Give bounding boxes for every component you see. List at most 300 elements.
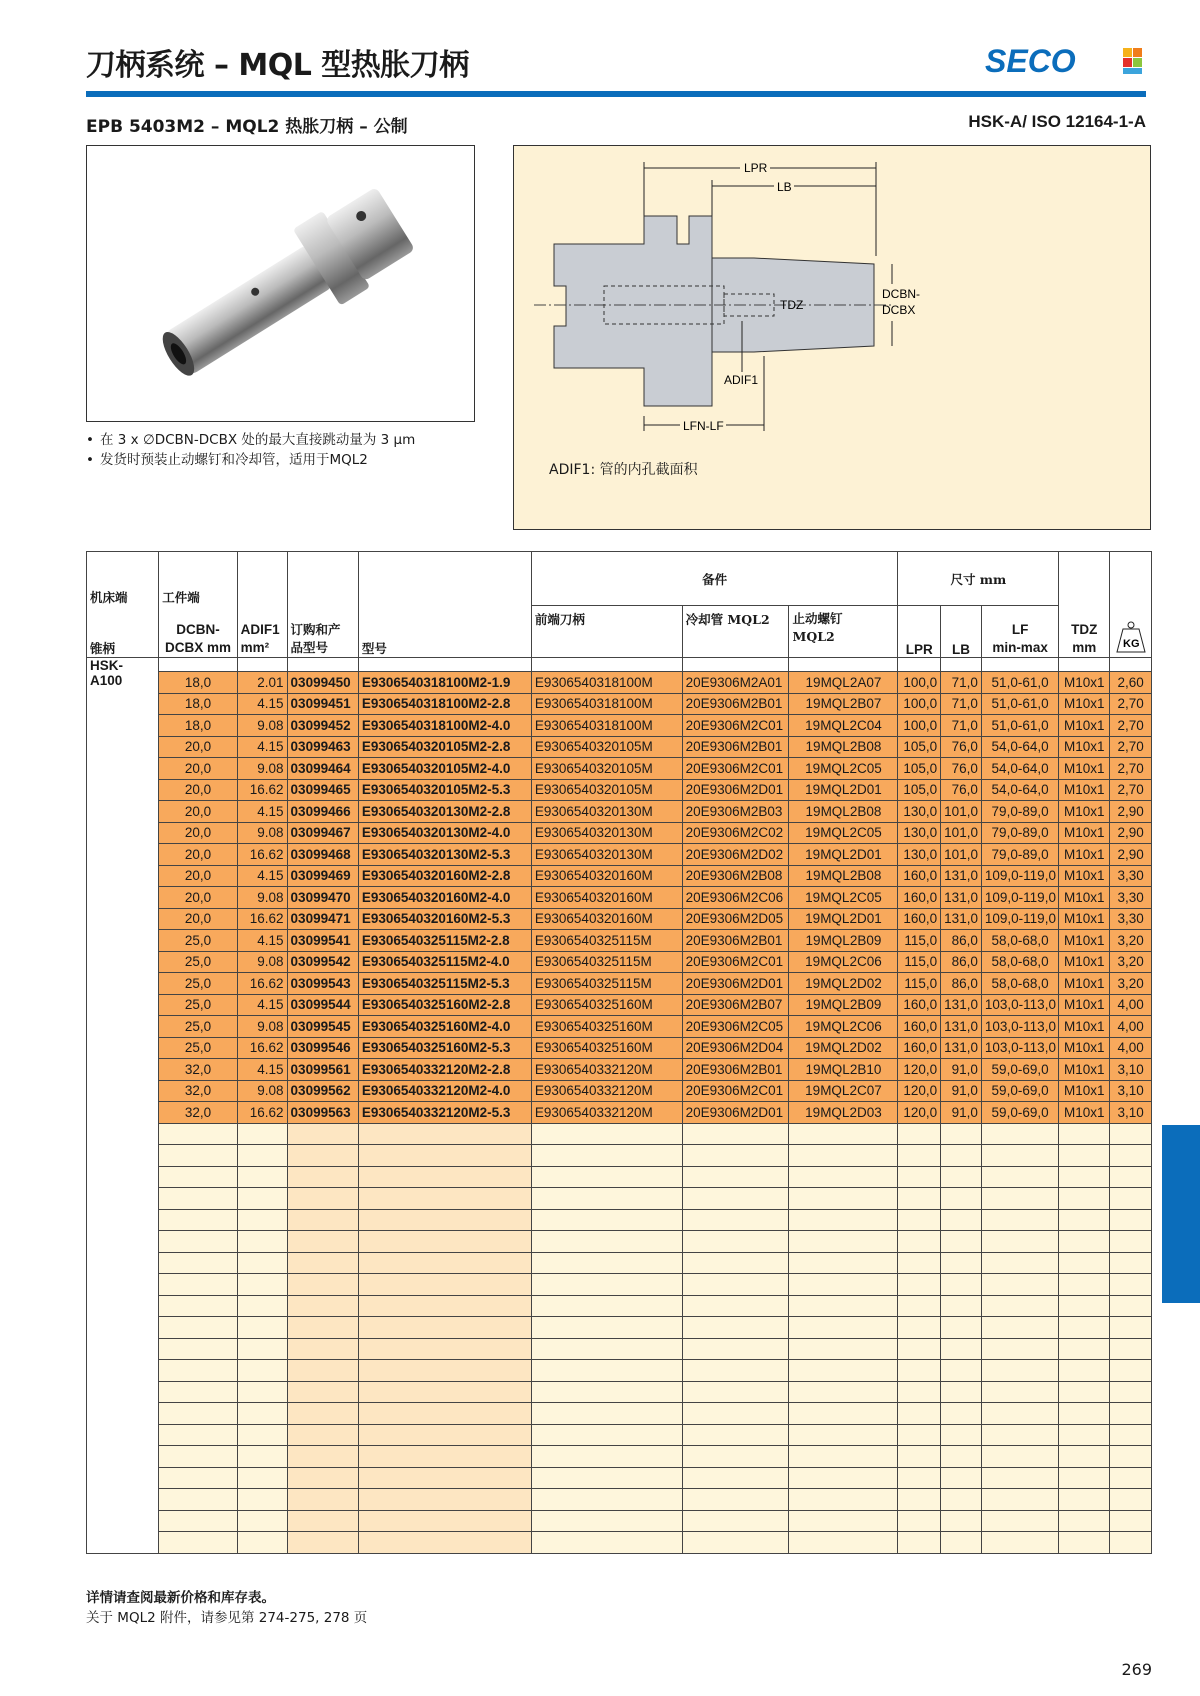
weight-cell: 2,60 xyxy=(1110,672,1152,694)
table-row xyxy=(87,887,1152,909)
order-code-cell: 03099542 xyxy=(287,951,358,973)
stop-screw-cell: 19MQL2D01 xyxy=(789,844,898,866)
weight-cell: 4,00 xyxy=(1110,1016,1152,1038)
dcbn-cell: 25,0 xyxy=(159,951,237,973)
front-holder-cell: E9306540320105M xyxy=(531,758,682,780)
tdz-cell: M10x1 xyxy=(1059,930,1110,952)
order-code-cell: 03099469 xyxy=(287,865,358,887)
front-holder-cell: E9306540320105M xyxy=(531,779,682,801)
adif1-cell: 16.62 xyxy=(237,844,287,866)
type-cell: E9306540318100M2-2.8 xyxy=(358,693,531,715)
lf-cell: 59,0-69,0 xyxy=(981,1059,1058,1081)
dcbn-cell: 20,0 xyxy=(159,736,237,758)
lf-cell: 109,0-119,0 xyxy=(981,908,1058,930)
front-holder-cell: E9306540332120M xyxy=(531,1080,682,1102)
front-holder-cell: E9306540320160M xyxy=(531,887,682,909)
front-holder-cell: E9306540325160M xyxy=(531,1037,682,1059)
footer-notes xyxy=(86,1588,367,1628)
table-row xyxy=(87,736,1152,758)
empty-row xyxy=(87,1381,1152,1403)
adif1-cell: 9.08 xyxy=(237,951,287,973)
dcbn-cell: 25,0 xyxy=(159,1016,237,1038)
empty-row xyxy=(87,1188,1152,1210)
dcbn-cell: 32,0 xyxy=(159,1102,237,1124)
weight-cell: 2,90 xyxy=(1110,844,1152,866)
lb-cell: 76,0 xyxy=(941,736,982,758)
weight-cell: 2,90 xyxy=(1110,822,1152,844)
order-code-cell: 03099562 xyxy=(287,1080,358,1102)
order-code-cell: 03099463 xyxy=(287,736,358,758)
lpr-cell: 115,0 xyxy=(898,951,941,973)
lb-cell: 91,0 xyxy=(941,1059,982,1081)
type-cell: E9306540320105M2-5.3 xyxy=(358,779,531,801)
lb-cell: 131,0 xyxy=(941,908,982,930)
table-row xyxy=(87,1037,1152,1059)
adif1-cell: 4.15 xyxy=(237,865,287,887)
lb-cell: 86,0 xyxy=(941,973,982,995)
adif1-label: ADIF1 xyxy=(724,373,759,387)
header-rule xyxy=(86,91,1146,97)
dcbn-cell: 18,0 xyxy=(159,715,237,737)
empty-row xyxy=(87,1338,1152,1360)
page-number: 269 xyxy=(1121,1660,1152,1679)
coolant-tube-cell: 20E9306M2B01 xyxy=(682,1059,789,1081)
dcbn-cell: 20,0 xyxy=(159,844,237,866)
front-holder-cell: E9306540325160M xyxy=(531,994,682,1016)
lf-header: LF min-max xyxy=(981,606,1058,658)
dcbn-cell: 32,0 xyxy=(159,1080,237,1102)
type-cell: E9306540320160M2-5.3 xyxy=(358,908,531,930)
table-row xyxy=(87,1102,1152,1124)
stop-screw-cell: 19MQL2B09 xyxy=(789,994,898,1016)
order-code-cell: 03099465 xyxy=(287,779,358,801)
order-code-cell: 03099452 xyxy=(287,715,358,737)
lpr-cell: 105,0 xyxy=(898,758,941,780)
coolant-tube-cell: 20E9306M2D04 xyxy=(682,1037,789,1059)
empty-row xyxy=(87,1360,1152,1382)
front-holder-cell: E9306540318100M xyxy=(531,715,682,737)
table-row xyxy=(87,779,1152,801)
type-cell: E9306540325160M2-2.8 xyxy=(358,994,531,1016)
adif1-note: ADIF1: 管的内孔截面积 xyxy=(549,462,698,478)
lf-cell: 59,0-69,0 xyxy=(981,1080,1058,1102)
product-subtitle: EPB 5403M2 – MQL2 热胀刀柄 – 公制 xyxy=(86,117,408,137)
coolant-header: 冷却管 MQL2 xyxy=(682,606,789,658)
front-holder-cell: E9306540332120M xyxy=(531,1059,682,1081)
coolant-tube-cell: 20E9306M2C01 xyxy=(682,951,789,973)
lpr-cell: 130,0 xyxy=(898,801,941,823)
coolant-tube-cell: 20E9306M2D01 xyxy=(682,973,789,995)
lb-header: LB xyxy=(941,606,982,658)
dcbn-cell: 32,0 xyxy=(159,1059,237,1081)
stop-screw-header: 止动螺钉 MQL2 xyxy=(789,606,898,658)
empty-row xyxy=(87,1145,1152,1167)
lpr-cell: 115,0 xyxy=(898,973,941,995)
coolant-tube-cell: 20E9306M2D01 xyxy=(682,779,789,801)
seco-logo xyxy=(985,44,1145,78)
type-cell: E9306540318100M2-4.0 xyxy=(358,715,531,737)
lf-cell: 103,0-113,0 xyxy=(981,994,1058,1016)
stop-screw-cell: 19MQL2D01 xyxy=(789,779,898,801)
lb-cell: 131,0 xyxy=(941,887,982,909)
lfn-label: LFN-LF xyxy=(683,419,724,433)
note-item: • 发货时预装止动螺钉和冷却管，适用于MQL2 xyxy=(86,450,415,470)
lpr-cell: 120,0 xyxy=(898,1102,941,1124)
footer-line: 关于 MQL2 附件，请参见第 274-275, 278 页 xyxy=(86,1610,368,1626)
order-code-cell: 03099470 xyxy=(287,887,358,909)
dcbn-cell: 18,0 xyxy=(159,672,237,694)
adif1-cell: 4.15 xyxy=(237,930,287,952)
weight-cell: 3,20 xyxy=(1110,951,1152,973)
technical-drawing xyxy=(513,145,1151,530)
spares-header: 备件 xyxy=(531,552,898,606)
table-row xyxy=(87,1080,1152,1102)
coolant-tube-cell: 20E9306M2C02 xyxy=(682,822,789,844)
empty-row xyxy=(87,1252,1152,1274)
adif1-cell: 9.08 xyxy=(237,1016,287,1038)
front-holder-cell: E9306540320130M xyxy=(531,822,682,844)
product-table-container xyxy=(86,551,1152,1554)
table-row xyxy=(87,801,1152,823)
lb-cell: 131,0 xyxy=(941,865,982,887)
weight-cell: 3,10 xyxy=(1110,1059,1152,1081)
dcbn-cell: 25,0 xyxy=(159,973,237,995)
lb-cell: 86,0 xyxy=(941,951,982,973)
lpr-cell: 100,0 xyxy=(898,672,941,694)
lf-cell: 54,0-64,0 xyxy=(981,758,1058,780)
lf-cell: 103,0-113,0 xyxy=(981,1016,1058,1038)
stop-screw-cell: 19MQL2A07 xyxy=(789,672,898,694)
front-holder-cell: E9306540325115M xyxy=(531,951,682,973)
type-cell: E9306540320130M2-4.0 xyxy=(358,822,531,844)
front-holder-cell: E9306540325115M xyxy=(531,973,682,995)
adif1-cell: 16.62 xyxy=(237,1102,287,1124)
front-holder-cell: E9306540325160M xyxy=(531,1016,682,1038)
machine-side-header: 机床端 xyxy=(87,552,159,606)
lf-cell: 54,0-64,0 xyxy=(981,779,1058,801)
adif1-cell: 4.15 xyxy=(237,693,287,715)
stop-screw-cell: 19MQL2D02 xyxy=(789,973,898,995)
lpr-cell: 100,0 xyxy=(898,715,941,737)
lf-cell: 109,0-119,0 xyxy=(981,865,1058,887)
tdz-cell: M10x1 xyxy=(1059,844,1110,866)
tdz-cell: M10x1 xyxy=(1059,1016,1110,1038)
adif1-cell: 4.15 xyxy=(237,801,287,823)
lpr-cell: 105,0 xyxy=(898,736,941,758)
weight-cell: 2,70 xyxy=(1110,758,1152,780)
lb-cell: 131,0 xyxy=(941,1037,982,1059)
order-code-cell: 03099451 xyxy=(287,693,358,715)
product-table xyxy=(86,551,1152,1554)
coolant-tube-cell: 20E9306M2B07 xyxy=(682,994,789,1016)
order-code-cell: 03099466 xyxy=(287,801,358,823)
footer-line: 详情请查阅最新价格和库存表。 xyxy=(86,1590,275,1606)
type-cell: E9306540320160M2-4.0 xyxy=(358,887,531,909)
tdz-cell: M10x1 xyxy=(1059,822,1110,844)
weight-icon xyxy=(1116,620,1146,654)
tdz-label: TDZ xyxy=(780,298,804,312)
order-code-cell: 03099563 xyxy=(287,1102,358,1124)
table-row xyxy=(87,930,1152,952)
table-row xyxy=(87,715,1152,737)
front-holder-cell: E9306540325115M xyxy=(531,930,682,952)
adif1-cell: 16.62 xyxy=(237,779,287,801)
dcbn-cell: 20,0 xyxy=(159,865,237,887)
dcbn-cell: 20,0 xyxy=(159,822,237,844)
type-cell: E9306540325160M2-5.3 xyxy=(358,1037,531,1059)
adif1-cell: 16.62 xyxy=(237,973,287,995)
type-cell: E9306540332120M2-5.3 xyxy=(358,1102,531,1124)
lb-cell: 86,0 xyxy=(941,930,982,952)
tdz-cell: M10x1 xyxy=(1059,779,1110,801)
coolant-tube-cell: 20E9306M2C01 xyxy=(682,715,789,737)
order-code-cell: 03099467 xyxy=(287,822,358,844)
table-row xyxy=(87,951,1152,973)
adif1-cell: 4.15 xyxy=(237,994,287,1016)
adif1-cell: 9.08 xyxy=(237,715,287,737)
front-holder-cell: E9306540320130M xyxy=(531,801,682,823)
empty-row xyxy=(87,1231,1152,1253)
adif1-cell: 9.08 xyxy=(237,822,287,844)
weight-cell: 4,00 xyxy=(1110,1037,1152,1059)
stop-screw-cell: 19MQL2B08 xyxy=(789,736,898,758)
table-row xyxy=(87,693,1152,715)
lb-cell: 101,0 xyxy=(941,801,982,823)
lpr-label: LPR xyxy=(744,161,768,175)
front-holder-cell: E9306540318100M xyxy=(531,693,682,715)
taper-header: 锥柄 xyxy=(87,606,159,658)
front-holder-cell: E9306540320160M xyxy=(531,865,682,887)
coolant-tube-cell: 20E9306M2D05 xyxy=(682,908,789,930)
lb-cell: 101,0 xyxy=(941,844,982,866)
stop-screw-cell: 19MQL2D01 xyxy=(789,908,898,930)
dcbn-cell: 20,0 xyxy=(159,801,237,823)
empty-row xyxy=(87,1274,1152,1296)
lpr-cell: 100,0 xyxy=(898,693,941,715)
lf-cell: 51,0-61,0 xyxy=(981,672,1058,694)
dcbn-header: DCBN- DCBX mm xyxy=(159,606,237,658)
lb-cell: 131,0 xyxy=(941,1016,982,1038)
order-code-cell: 03099471 xyxy=(287,908,358,930)
lpr-cell: 105,0 xyxy=(898,779,941,801)
coolant-tube-cell: 20E9306M2C01 xyxy=(682,1080,789,1102)
stop-screw-cell: 19MQL2D02 xyxy=(789,1037,898,1059)
tdz-cell: M10x1 xyxy=(1059,1059,1110,1081)
empty-row xyxy=(87,1209,1152,1231)
stop-screw-cell: 19MQL2B09 xyxy=(789,930,898,952)
coolant-tube-cell: 20E9306M2B08 xyxy=(682,865,789,887)
type-cell: E9306540332120M2-2.8 xyxy=(358,1059,531,1081)
type-cell: E9306540318100M2-1.9 xyxy=(358,672,531,694)
tdz-cell: M10x1 xyxy=(1059,736,1110,758)
lf-cell: 58,0-68,0 xyxy=(981,973,1058,995)
stop-screw-cell: 19MQL2C07 xyxy=(789,1080,898,1102)
notes-list xyxy=(86,430,415,470)
order-code-cell: 03099450 xyxy=(287,672,358,694)
empty-row xyxy=(87,1467,1152,1489)
lf-cell: 51,0-61,0 xyxy=(981,693,1058,715)
table-row xyxy=(87,994,1152,1016)
weight-cell: 2,70 xyxy=(1110,736,1152,758)
coolant-tube-cell: 20E9306M2C05 xyxy=(682,1016,789,1038)
lpr-cell: 115,0 xyxy=(898,930,941,952)
lpr-cell: 160,0 xyxy=(898,908,941,930)
lb-cell: 71,0 xyxy=(941,693,982,715)
lf-cell: 103,0-113,0 xyxy=(981,1037,1058,1059)
tdz-cell: M10x1 xyxy=(1059,715,1110,737)
type-cell: E9306540325115M2-4.0 xyxy=(358,951,531,973)
lpr-cell: 160,0 xyxy=(898,865,941,887)
adif1-cell: 9.08 xyxy=(237,1080,287,1102)
front-holder-cell: E9306540332120M xyxy=(531,1102,682,1124)
empty-row xyxy=(87,1123,1152,1145)
weight-cell: 2,70 xyxy=(1110,693,1152,715)
type-cell: E9306540325160M2-4.0 xyxy=(358,1016,531,1038)
tdz-cell: M10x1 xyxy=(1059,973,1110,995)
lb-cell: 71,0 xyxy=(941,672,982,694)
machine-taper-cell: HSK- A100 xyxy=(87,658,159,1554)
empty-row xyxy=(87,1489,1152,1511)
lf-cell: 54,0-64,0 xyxy=(981,736,1058,758)
type-cell: E9306540320130M2-5.3 xyxy=(358,844,531,866)
work-side-header: 工件端 xyxy=(159,552,237,606)
weight-cell: 3,30 xyxy=(1110,887,1152,909)
lpr-cell: 120,0 xyxy=(898,1059,941,1081)
stop-screw-cell: 19MQL2C05 xyxy=(789,822,898,844)
table-row xyxy=(87,1059,1152,1081)
stop-screw-cell: 19MQL2C06 xyxy=(789,951,898,973)
front-holder-cell: E9306540320160M xyxy=(531,908,682,930)
tdz-cell: M10x1 xyxy=(1059,1037,1110,1059)
order-code-cell: 03099543 xyxy=(287,973,358,995)
lpr-cell: 160,0 xyxy=(898,1016,941,1038)
spacer-row xyxy=(87,658,1152,672)
order-code-cell: 03099544 xyxy=(287,994,358,1016)
order-code-cell: 03099464 xyxy=(287,758,358,780)
table-row xyxy=(87,822,1152,844)
weight-cell: 3,20 xyxy=(1110,930,1152,952)
stop-screw-cell: 19MQL2B08 xyxy=(789,865,898,887)
stop-screw-cell: 19MQL2C04 xyxy=(789,715,898,737)
tdz-cell: M10x1 xyxy=(1059,672,1110,694)
lb-cell: 91,0 xyxy=(941,1102,982,1124)
lf-cell: 79,0-89,0 xyxy=(981,844,1058,866)
lpr-cell: 160,0 xyxy=(898,994,941,1016)
tdz-header: TDZ mm xyxy=(1059,606,1110,658)
type-cell: E9306540320105M2-2.8 xyxy=(358,736,531,758)
tdz-cell: M10x1 xyxy=(1059,908,1110,930)
table-row xyxy=(87,1016,1152,1038)
table-row xyxy=(87,973,1152,995)
weight-cell: 4,00 xyxy=(1110,994,1152,1016)
type-cell: E9306540332120M2-4.0 xyxy=(358,1080,531,1102)
front-holder-cell: E9306540320130M xyxy=(531,844,682,866)
adif1-cell: 9.08 xyxy=(237,887,287,909)
empty-row xyxy=(87,1424,1152,1446)
dcbn-cell: 25,0 xyxy=(159,1037,237,1059)
type-header: 型号 xyxy=(358,606,531,658)
dcbn-cell: 25,0 xyxy=(159,930,237,952)
adif1-cell: 4.15 xyxy=(237,736,287,758)
lf-cell: 109,0-119,0 xyxy=(981,887,1058,909)
tdz-cell: M10x1 xyxy=(1059,1102,1110,1124)
svg-text:SECO: SECO xyxy=(985,44,1076,78)
lf-cell: 79,0-89,0 xyxy=(981,822,1058,844)
weight-cell: 3,30 xyxy=(1110,865,1152,887)
lpr-cell: 160,0 xyxy=(898,1037,941,1059)
front-holder-cell: E9306540320105M xyxy=(531,736,682,758)
adif1-cell: 16.62 xyxy=(237,1037,287,1059)
empty-row xyxy=(87,1166,1152,1188)
lb-cell: 71,0 xyxy=(941,715,982,737)
tdz-cell: M10x1 xyxy=(1059,887,1110,909)
tdz-cell: M10x1 xyxy=(1059,1080,1110,1102)
dcbx-label: DCBX xyxy=(882,303,916,317)
note-item: • 在 3 x ∅DCBN-DCBX 处的最大直接跳动量为 3 μm xyxy=(86,430,415,450)
table-row xyxy=(87,758,1152,780)
stop-screw-cell: 19MQL2B10 xyxy=(789,1059,898,1081)
dcbn-cell: 25,0 xyxy=(159,994,237,1016)
empty-row xyxy=(87,1446,1152,1468)
front-holder-cell: E9306540318100M xyxy=(531,672,682,694)
svg-text:KG: KG xyxy=(1122,638,1140,650)
front-header: 前端刀柄 xyxy=(531,606,682,658)
order-header: 订购和产 品型号 xyxy=(287,606,358,658)
table-row xyxy=(87,865,1152,887)
lb-cell: 131,0 xyxy=(941,994,982,1016)
coolant-tube-cell: 20E9306M2D02 xyxy=(682,844,789,866)
adif1-header: ADIF1 mm² xyxy=(237,606,287,658)
order-code-cell: 03099546 xyxy=(287,1037,358,1059)
dcbn-cell: 20,0 xyxy=(159,758,237,780)
lb-label: LB xyxy=(777,180,792,194)
lpr-cell: 120,0 xyxy=(898,1080,941,1102)
empty-row xyxy=(87,1510,1152,1532)
order-code-cell: 03099468 xyxy=(287,844,358,866)
tdz-cell: M10x1 xyxy=(1059,693,1110,715)
adif1-cell: 9.08 xyxy=(237,758,287,780)
table-row xyxy=(87,844,1152,866)
standard-label: HSK-A/ ISO 12164-1-A xyxy=(968,112,1146,131)
weight-header xyxy=(1110,606,1152,658)
empty-row xyxy=(87,1295,1152,1317)
lb-cell: 76,0 xyxy=(941,779,982,801)
table-row xyxy=(87,908,1152,930)
lf-cell: 79,0-89,0 xyxy=(981,801,1058,823)
tdz-cell: M10x1 xyxy=(1059,994,1110,1016)
weight-cell: 3,10 xyxy=(1110,1102,1152,1124)
type-cell: E9306540325115M2-2.8 xyxy=(358,930,531,952)
dims-header: 尺寸 mm xyxy=(898,552,1059,606)
dcbn-cell: 20,0 xyxy=(159,908,237,930)
table-row xyxy=(87,672,1152,694)
type-cell: E9306540320130M2-2.8 xyxy=(358,801,531,823)
weight-cell: 3,20 xyxy=(1110,973,1152,995)
tdz-cell: M10x1 xyxy=(1059,865,1110,887)
type-cell: E9306540325115M2-5.3 xyxy=(358,973,531,995)
lpr-cell: 130,0 xyxy=(898,844,941,866)
dcbn-cell: 18,0 xyxy=(159,693,237,715)
order-code-cell: 03099545 xyxy=(287,1016,358,1038)
type-cell: E9306540320160M2-2.8 xyxy=(358,865,531,887)
stop-screw-cell: 19MQL2C05 xyxy=(789,758,898,780)
weight-cell: 3,30 xyxy=(1110,908,1152,930)
empty-row xyxy=(87,1317,1152,1339)
adif1-cell: 16.62 xyxy=(237,908,287,930)
tdz-cell: M10x1 xyxy=(1059,801,1110,823)
dcbn-label: DCBN- xyxy=(882,287,920,301)
lpr-cell: 160,0 xyxy=(898,887,941,909)
